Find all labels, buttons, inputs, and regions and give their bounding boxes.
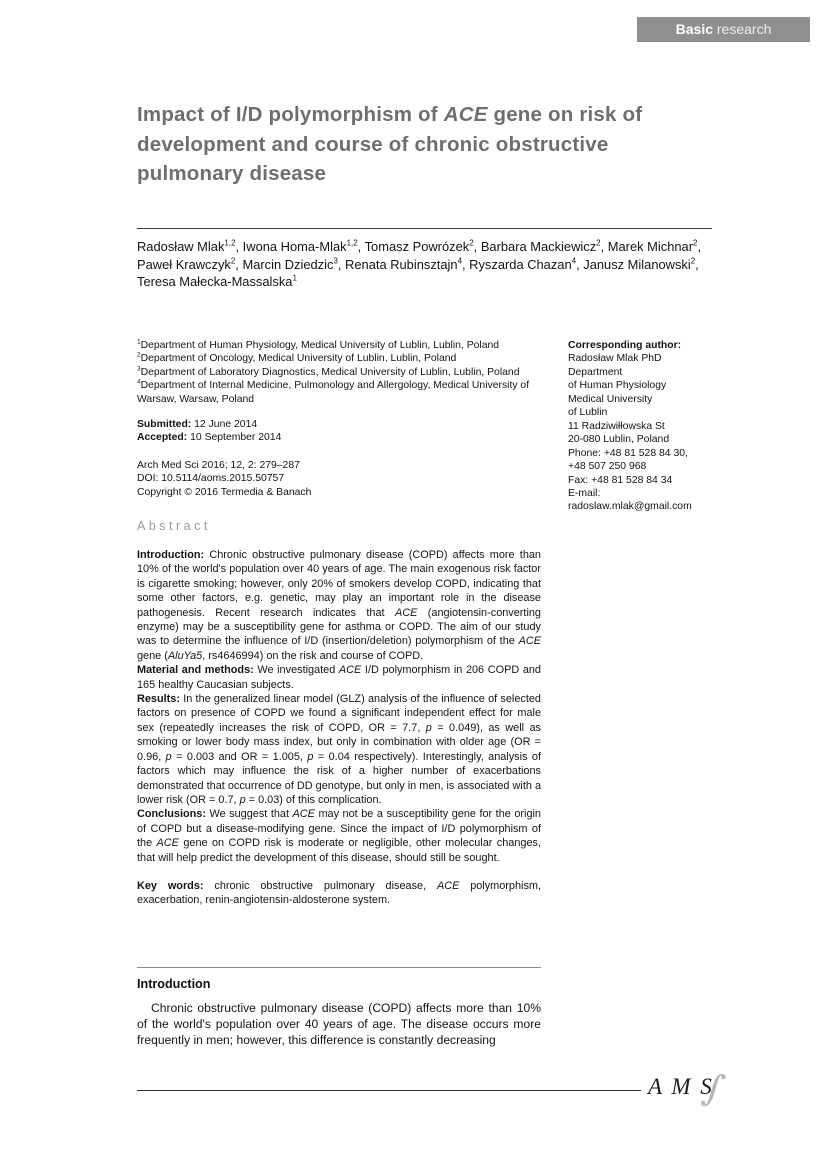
affiliation-line: $^1$Department of Human Physiology, Medical University of Lublin, Lublin, Poland (137, 338, 500, 351)
corresponding-author-line: of Lublin (568, 407, 608, 419)
corresponding-author-line: +48 507 250 968 (568, 461, 647, 473)
submission-dates (137, 418, 539, 445)
keywords-line: Key words: chronic obstructive pulmonary disease, ACE polymorphism, exacerbation, renin-angiotensin-aldosterone system. (137, 879, 541, 907)
abstract-results: Results: In the generalized linear model (GLZ) analysis of the influence of selected factors on presence of COPD we found a significant independent effect for male sex (repeatedly increases the risk of COPD, OR = 7.7, p = 0.049), as well as smoking or lower body mass index, but only in combination with older age (OR = 0.96, p = 0.003 and OR = 1.005, p = 0.04 respectively). Interestingly, analysis of factors which may influence the risk of a higher number of exacerbations demonstrated that occurrence of DD genotype, but only in men, is associated with a lower risk (OR = 0.7, p = 0.03) of this complication. (137, 693, 541, 806)
submitted-line: Submitted: 12 June 2014 (137, 419, 258, 430)
corresponding-author-block (568, 339, 710, 514)
abstract-body (137, 548, 541, 908)
affiliation-line: $^3$Department of Laboratory Diagnostics, Medical University of Lublin, Lublin, Poland (137, 365, 520, 378)
corresponding-author-line: 20-080 Lublin, Poland (568, 434, 670, 446)
abstract-conclusions: Conclusions: We suggest that ACE may not be a susceptibility gene for the origin of COPD but a disease-modifying gene. Since the impact of I/D polymorphism of the ACE gene on COPD risk is moderate or negligible, other molecular changes, that will help predict the development of this disease, should still be sought. (137, 808, 541, 864)
corresponding-author-line: Fax: +48 81 528 84 34 (568, 474, 673, 486)
journal-citation: Arch Med Sci 2016; 12, 2: 279–287 (137, 460, 300, 471)
badge-light-text: research (716, 21, 772, 37)
introduction-paragraph: Chronic obstructive pulmonary disease (COPD) affects more than 10% of the world's population over 40 years of age. The disease occurs more frequently in men; however, this difference is constantly decreasing (137, 1001, 541, 1048)
badge-bold-text: Basic (675, 21, 713, 37)
header-divider (137, 228, 712, 229)
journal-logo: A M S (648, 1074, 714, 1099)
accepted-line: Accepted: 10 September 2014 (137, 432, 282, 444)
affiliation-line: $^2$Department of Oncology, Medical University of Lublin, Lublin, Poland (137, 351, 457, 365)
corresponding-author-line: Radosław Mlak PhD (568, 353, 662, 365)
introduction-heading: Introduction (137, 977, 211, 991)
corresponding-author-line: of Human Physiology (568, 380, 667, 392)
corresponding-author-label: Corresponding author: (568, 340, 682, 351)
doi-line: DOI: 10.5114/aoms.2015.50757 (137, 473, 285, 485)
section-badge (637, 17, 810, 42)
abstract-heading: Abstract (137, 519, 211, 533)
abstract-divider (137, 967, 541, 968)
article-title: Impact of I/D polymorphism of ACE gene on risk of development and course of chronic obstructive pulmonary disease (137, 103, 643, 185)
corresponding-author-line: E-mail: (568, 487, 601, 499)
footer-divider (137, 1090, 641, 1091)
affiliations (137, 339, 539, 406)
authors-line: Radosław Mlak$^{1,2}$, Iwona Homa-Mlak$^{1,2}$, Tomasz Powrózek$^2$, Barbara Mackiewicz$^2$, Marek Michnar$^2$, Paweł Krawczyk$^2$, Marcin Dziedzic$^3$, Renata Rubinsztajn$^4$, Ryszarda Chazan$^4$, Janusz Milanowski$^2$, Teresa Małecka-Massalska$^1$ (137, 238, 702, 290)
citation-block (137, 459, 539, 499)
corresponding-author-email: radoslaw.mlak@gmail.com (568, 501, 692, 513)
corresponding-author-line: Phone: +48 81 528 84 30, (568, 447, 688, 459)
affiliation-line: $^4$Department of Internal Medicine, Pulmonology and Allergology, Medical University of Warsaw, Warsaw, Poland (137, 378, 530, 405)
corresponding-author-line: Medical University (568, 393, 653, 405)
logo-flourish-icon: ∫ (698, 1064, 729, 1112)
abstract-introduction: Introduction: Chronic obstructive pulmonary disease (COPD) affects more than 10% of the world's population over 40 years of age. The main exogenous risk factor is cigarette smoking; however, only 20% of smokers develop COPD, indicating that some other factors, e.g. genetic, may play an important role in the disease pathogenesis. Recent research indicates that ACE (angiotensin-converting enzyme) may be a susceptibility gene for asthma or COPD. The aim of our study was to determine the influence of I/D (insertion/deletion) polymorphism of the ACE gene (AluYa5, rs4646994) on the risk and course of COPD. (137, 549, 541, 662)
corresponding-author-line: Department (568, 366, 623, 378)
abstract-methods: Material and methods: We investigated ACE I/D polymorphism in 206 COPD and 165 healthy Caucasian subjects. (137, 664, 541, 691)
corresponding-author-line: 11 Radziwiłłowska St (568, 420, 665, 432)
copyright-line: Copyright © 2016 Termedia & Banach (137, 486, 312, 498)
